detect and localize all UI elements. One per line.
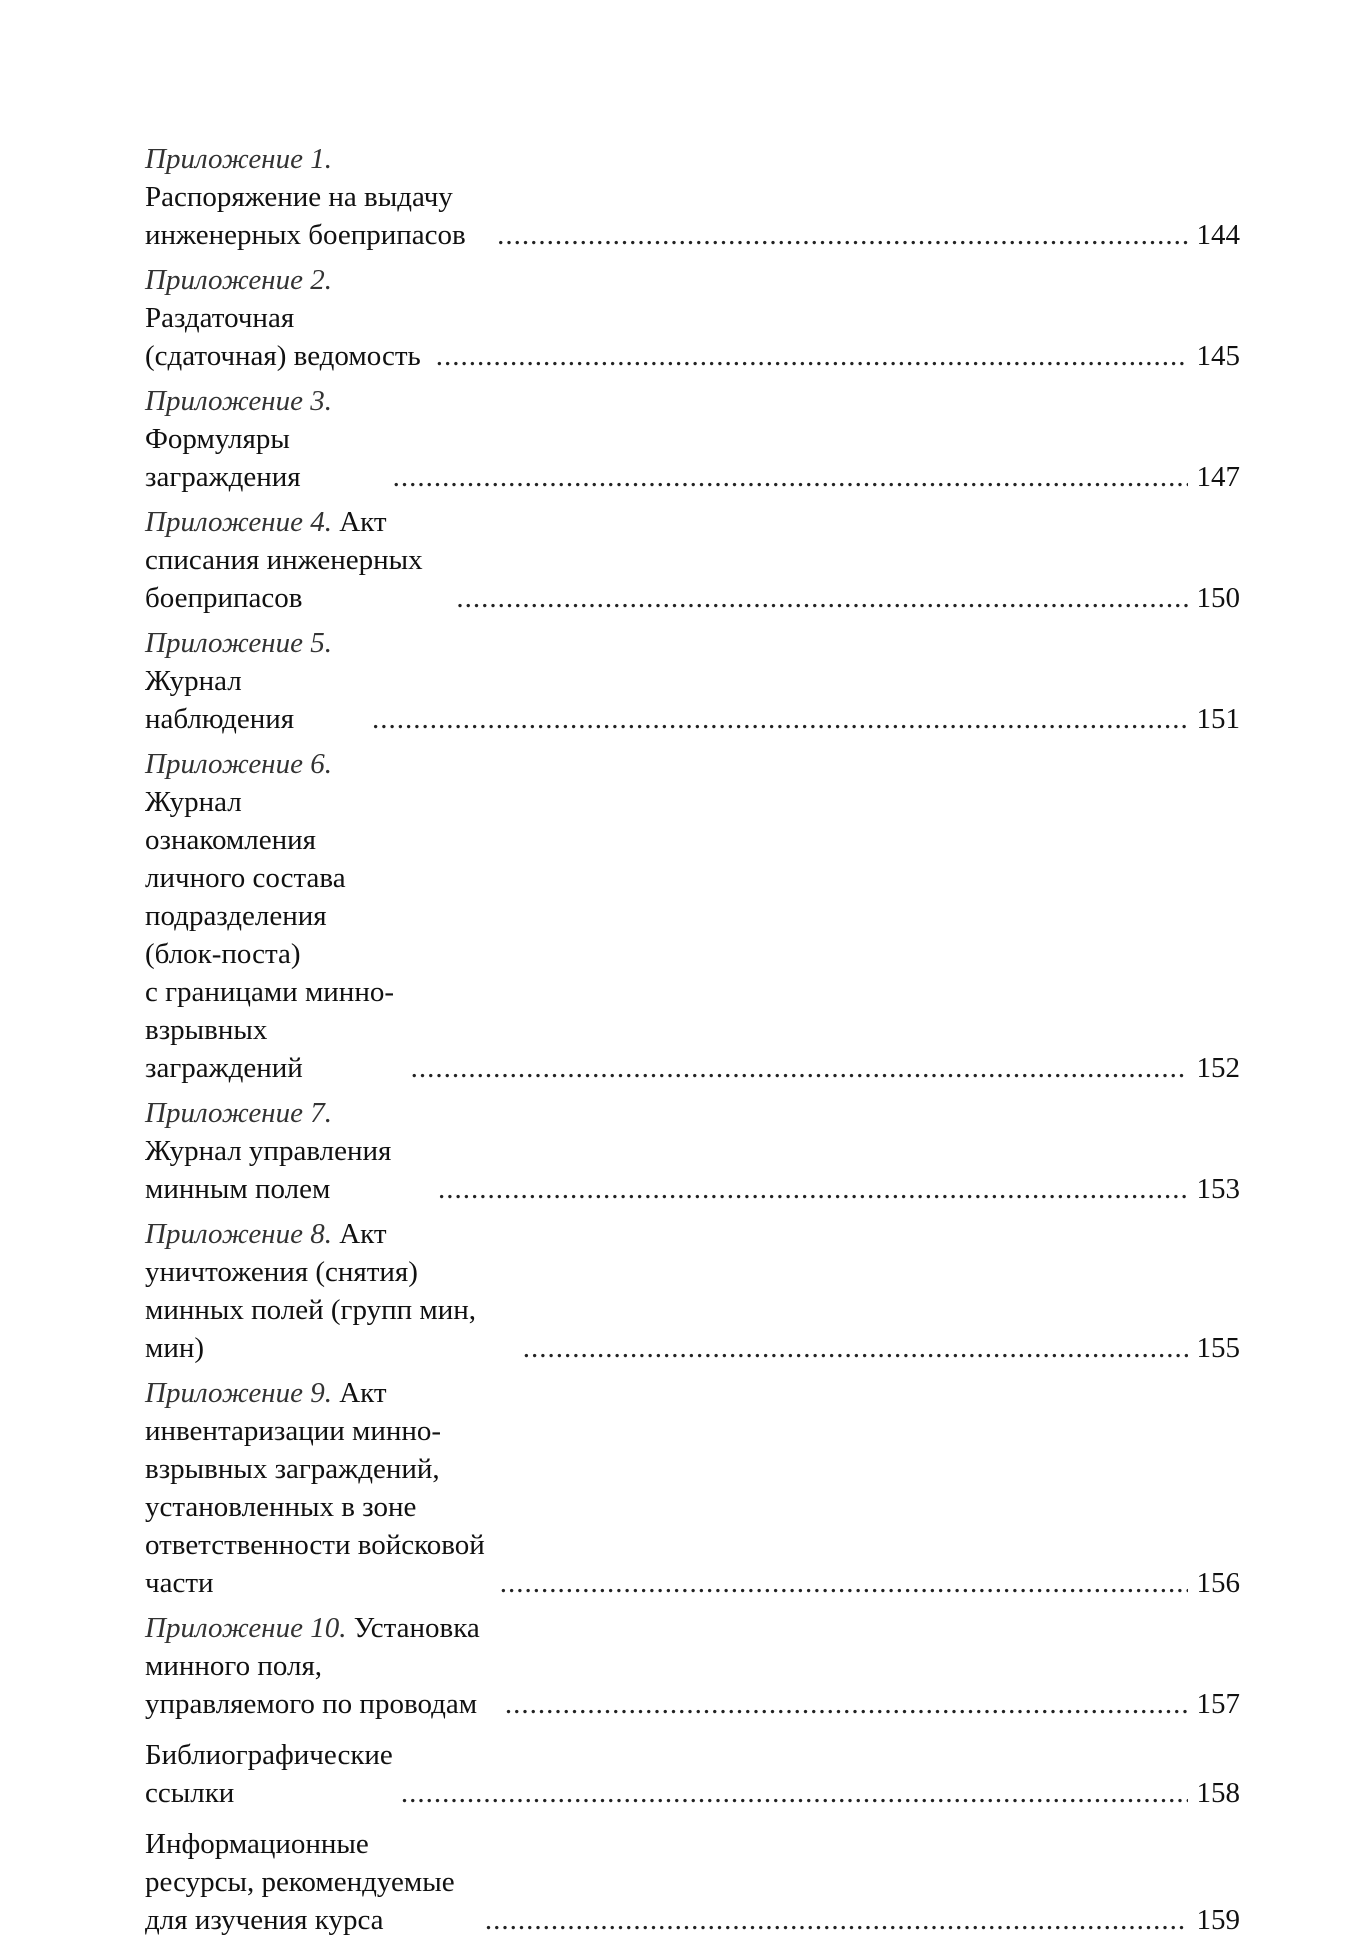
toc-page-number: 157 [1196, 1688, 1240, 1720]
toc-entry-text [145, 382, 385, 496]
toc-page-number: 153 [1196, 1173, 1240, 1205]
toc-entry-text [145, 261, 428, 375]
toc-entry-text [145, 1215, 515, 1367]
toc-dot-leader [500, 1564, 1188, 1602]
toc-entry-line-1 [145, 745, 403, 859]
toc-entry-text [145, 1609, 497, 1723]
toc-entry-line-2: установленных в зоне ответственности войсковой части [145, 1491, 485, 1599]
toc-entry-prefix: Приложение 6. [145, 748, 332, 780]
toc-dot-leader [436, 337, 1188, 375]
toc-dot-leader [523, 1329, 1188, 1367]
toc-entry-prefix: Приложение 10. [145, 1612, 347, 1644]
toc-entry-prefix: Приложение 1. [145, 143, 332, 175]
toc-entry-title: Акт списания инженерных боеприпасов [145, 506, 423, 614]
toc-dot-leader [411, 1049, 1188, 1087]
toc-entry-title: Установка минного поля, управляемого по проводам [145, 1612, 480, 1720]
toc-page-number: 159 [1196, 1904, 1240, 1936]
toc-entry-appendix-2[interactable] [145, 261, 1240, 375]
toc-page-number: 155 [1196, 1332, 1240, 1364]
toc-entry-text [145, 745, 403, 1087]
toc-entry-prefix: Приложение 9. [145, 1377, 332, 1409]
toc-entry-title: Журнал управления минным полем [145, 1135, 392, 1205]
toc-entry-text [145, 503, 448, 617]
toc-entry-title: Распоряжение на выдачу инженерных боеприпасов [145, 181, 466, 251]
toc-entry-appendix-5[interactable] [145, 624, 1240, 738]
toc-entry-title: Журнал ознакомления [145, 786, 316, 856]
toc-entry-title: Журнал наблюдения [145, 665, 295, 735]
toc-entry-appendix-7[interactable] [145, 1094, 1240, 1208]
toc-entry-title: Акт инвентаризации минно-взрывных заграждений, [145, 1377, 442, 1485]
toc-entry-appendix-9[interactable] [145, 1374, 1240, 1602]
toc-entry-appendix-4[interactable] [145, 503, 1240, 617]
toc-dot-leader [485, 1901, 1188, 1939]
toc-entry-text [145, 1374, 492, 1602]
toc-entry-prefix: Приложение 7. [145, 1097, 332, 1129]
toc-entry-title: Библиографические ссылки [145, 1739, 393, 1809]
toc-dot-leader [456, 579, 1188, 617]
toc-entry-appendix-8[interactable] [145, 1215, 1240, 1367]
toc-entry-title: Акт уничтожения (снятия) минных полей (групп мин, мин) [145, 1218, 476, 1364]
toc-page-number: 150 [1196, 582, 1240, 614]
toc-entry-prefix: Приложение 2. [145, 264, 332, 296]
toc-dot-leader [401, 1774, 1188, 1812]
toc-entry-title: Формуляры заграждения [145, 423, 301, 493]
toc-dot-leader [505, 1685, 1188, 1723]
toc-entry-prefix: Приложение 4. [145, 506, 332, 538]
toc-entry-text [145, 1094, 430, 1208]
toc-page-number: 145 [1196, 340, 1240, 372]
toc-page-number: 158 [1196, 1777, 1240, 1809]
toc-page-number: 147 [1196, 461, 1240, 493]
toc-entry-text [145, 624, 364, 738]
toc-entry-bibliography[interactable] [145, 1736, 1240, 1812]
toc-entry-line-2: личного состава подразделения (блок-поста) [145, 862, 346, 970]
toc-entry-text [145, 1736, 393, 1812]
toc-page-number: 152 [1196, 1052, 1240, 1084]
table-of-contents [145, 140, 1240, 1946]
toc-entry-line-3: с границами минно-взрывных заграждений [145, 976, 395, 1084]
toc-entry-prefix: Приложение 3. [145, 385, 332, 417]
toc-entry-title: Раздаточная (сдаточная) ведомость [145, 302, 421, 372]
toc-entry-prefix: Приложение 5. [145, 627, 332, 659]
toc-page-number: 156 [1196, 1567, 1240, 1599]
toc-entry-appendix-6[interactable] [145, 745, 1240, 1087]
toc-page-number: 144 [1196, 219, 1240, 251]
toc-dot-leader [497, 216, 1188, 254]
toc-entry-prefix: Приложение 8. [145, 1218, 332, 1250]
toc-entry-information-resources[interactable] [145, 1825, 1240, 1939]
toc-page-number: 151 [1196, 703, 1240, 735]
toc-entry-title: Информационные ресурсы, рекомендуемые для изучения курса [145, 1828, 455, 1936]
toc-entry-line-1 [145, 1374, 492, 1488]
toc-entry-appendix-10[interactable] [145, 1609, 1240, 1723]
toc-dot-leader [438, 1170, 1188, 1208]
toc-dot-leader [393, 458, 1188, 496]
toc-dot-leader [372, 700, 1188, 738]
toc-entry-text [145, 140, 489, 254]
toc-entry-appendix-1[interactable] [145, 140, 1240, 254]
toc-entry-appendix-3[interactable] [145, 382, 1240, 496]
toc-entry-text [145, 1825, 477, 1939]
